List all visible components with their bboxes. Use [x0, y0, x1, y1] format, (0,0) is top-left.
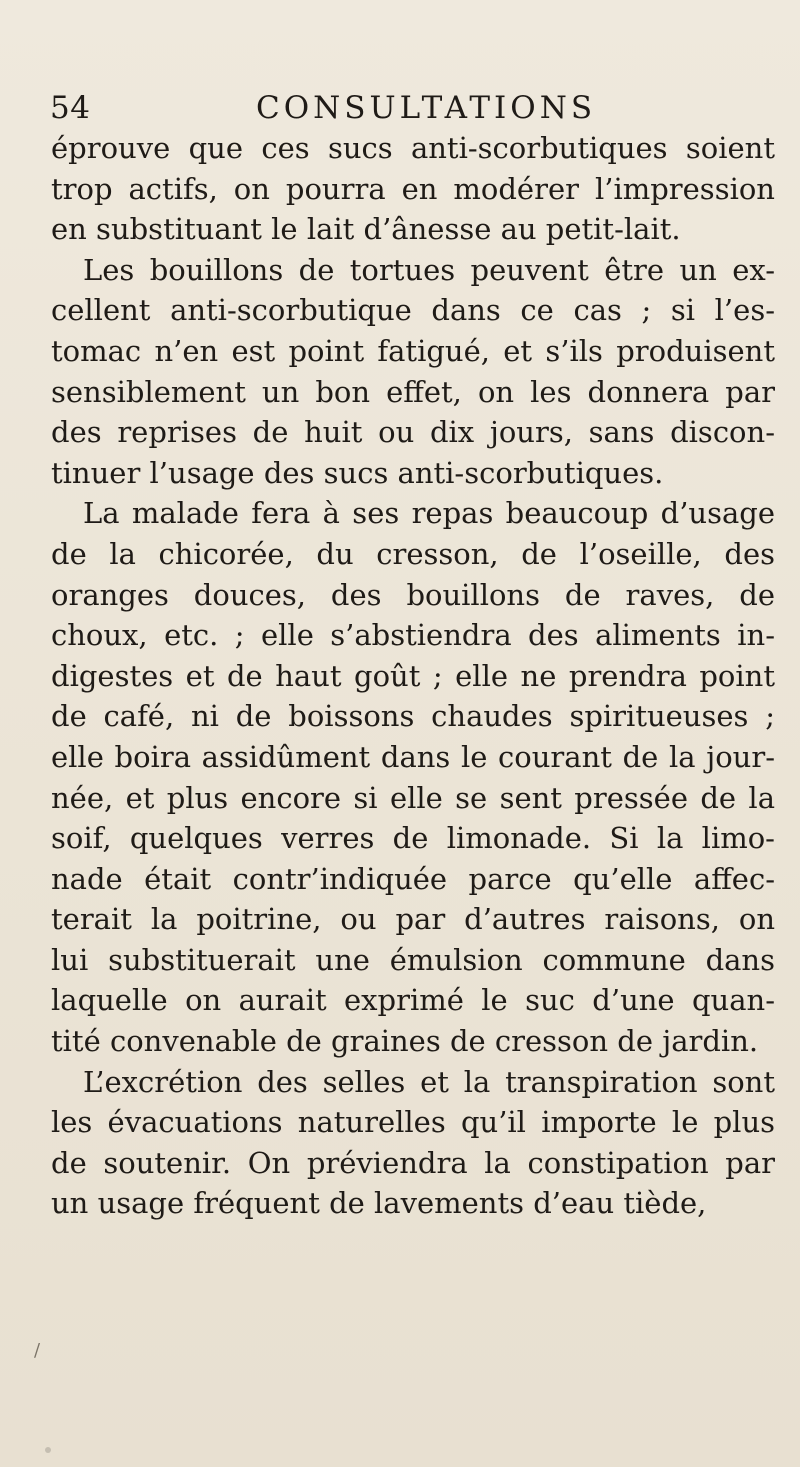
page-body [51, 128, 775, 1224]
text-line: soif, quelques verres de limonade. Si la limo- [51, 821, 775, 856]
text-line: elle boira assidûment dans le courant de la jour- [51, 739, 775, 774]
page-header [50, 90, 760, 130]
running-head: CONSULTATIONS [256, 90, 597, 126]
text-line: L’excrétion des selles et la transpiration sont [83, 1064, 775, 1099]
text-line: oranges douces, des bouillons de raves, de [51, 577, 775, 612]
text-line: un usage fréquent de lavements d’eau tiède, [51, 1186, 707, 1221]
text-line: en substituant le lait d’ânesse au petit-lait. [51, 212, 681, 247]
text-line: de soutenir. On préviendra la constipation par [51, 1145, 775, 1180]
text-line: terait la poitrine, ou par d’autres raisons, on [51, 902, 775, 937]
text-line: de la chicorée, du cresson, de l’oseille, des [51, 536, 775, 571]
text-line: choux, etc. ; elle s’abstiendra des aliments in- [51, 618, 775, 653]
text-line: Les bouillons de tortues peuvent être un ex- [83, 252, 775, 287]
text-line: La malade fera à ses repas beaucoup d’usage [83, 496, 775, 531]
text-line: éprouve que ces sucs anti-scorbutiques soient [51, 131, 775, 165]
text-line: lui substituerait une émulsion commune dans [51, 942, 775, 977]
text-line: née, et plus encore si elle se sent pressée de la [51, 780, 775, 815]
text-line: tomac n’en est point fatigué, et s’ils produisent [51, 333, 775, 368]
text-line: tinuer l’usage des sucs anti-scorbutiques. [51, 455, 664, 490]
text-line: cellent anti-scorbutique dans ce cas ; si l’es- [51, 293, 775, 328]
text-line: de café, ni de boissons chaudes spiritueuses ; [51, 699, 775, 734]
text-line: laquelle on aurait exprimé le suc d’une quan- [51, 983, 775, 1018]
text-line: sensiblement un bon effet, on les donnera par [51, 374, 775, 409]
page-number: 54 [50, 90, 91, 126]
text-line: trop actifs, on pourra en modérer l’impression [51, 171, 775, 206]
text-line: digestes et de haut goût ; elle ne prendra point [51, 658, 775, 693]
text-line: les évacuations naturelles qu’il importe le plus [51, 1105, 775, 1140]
text-line: nade était contr’indiquée parce qu’elle affec- [51, 861, 775, 896]
text-line: des reprises de huit ou dix jours, sans discon- [51, 415, 775, 450]
paper-speck [45, 1447, 51, 1453]
stray-mark: / [34, 1340, 41, 1361]
text-line: tité convenable de graines de cresson de jardin. [51, 1024, 759, 1059]
